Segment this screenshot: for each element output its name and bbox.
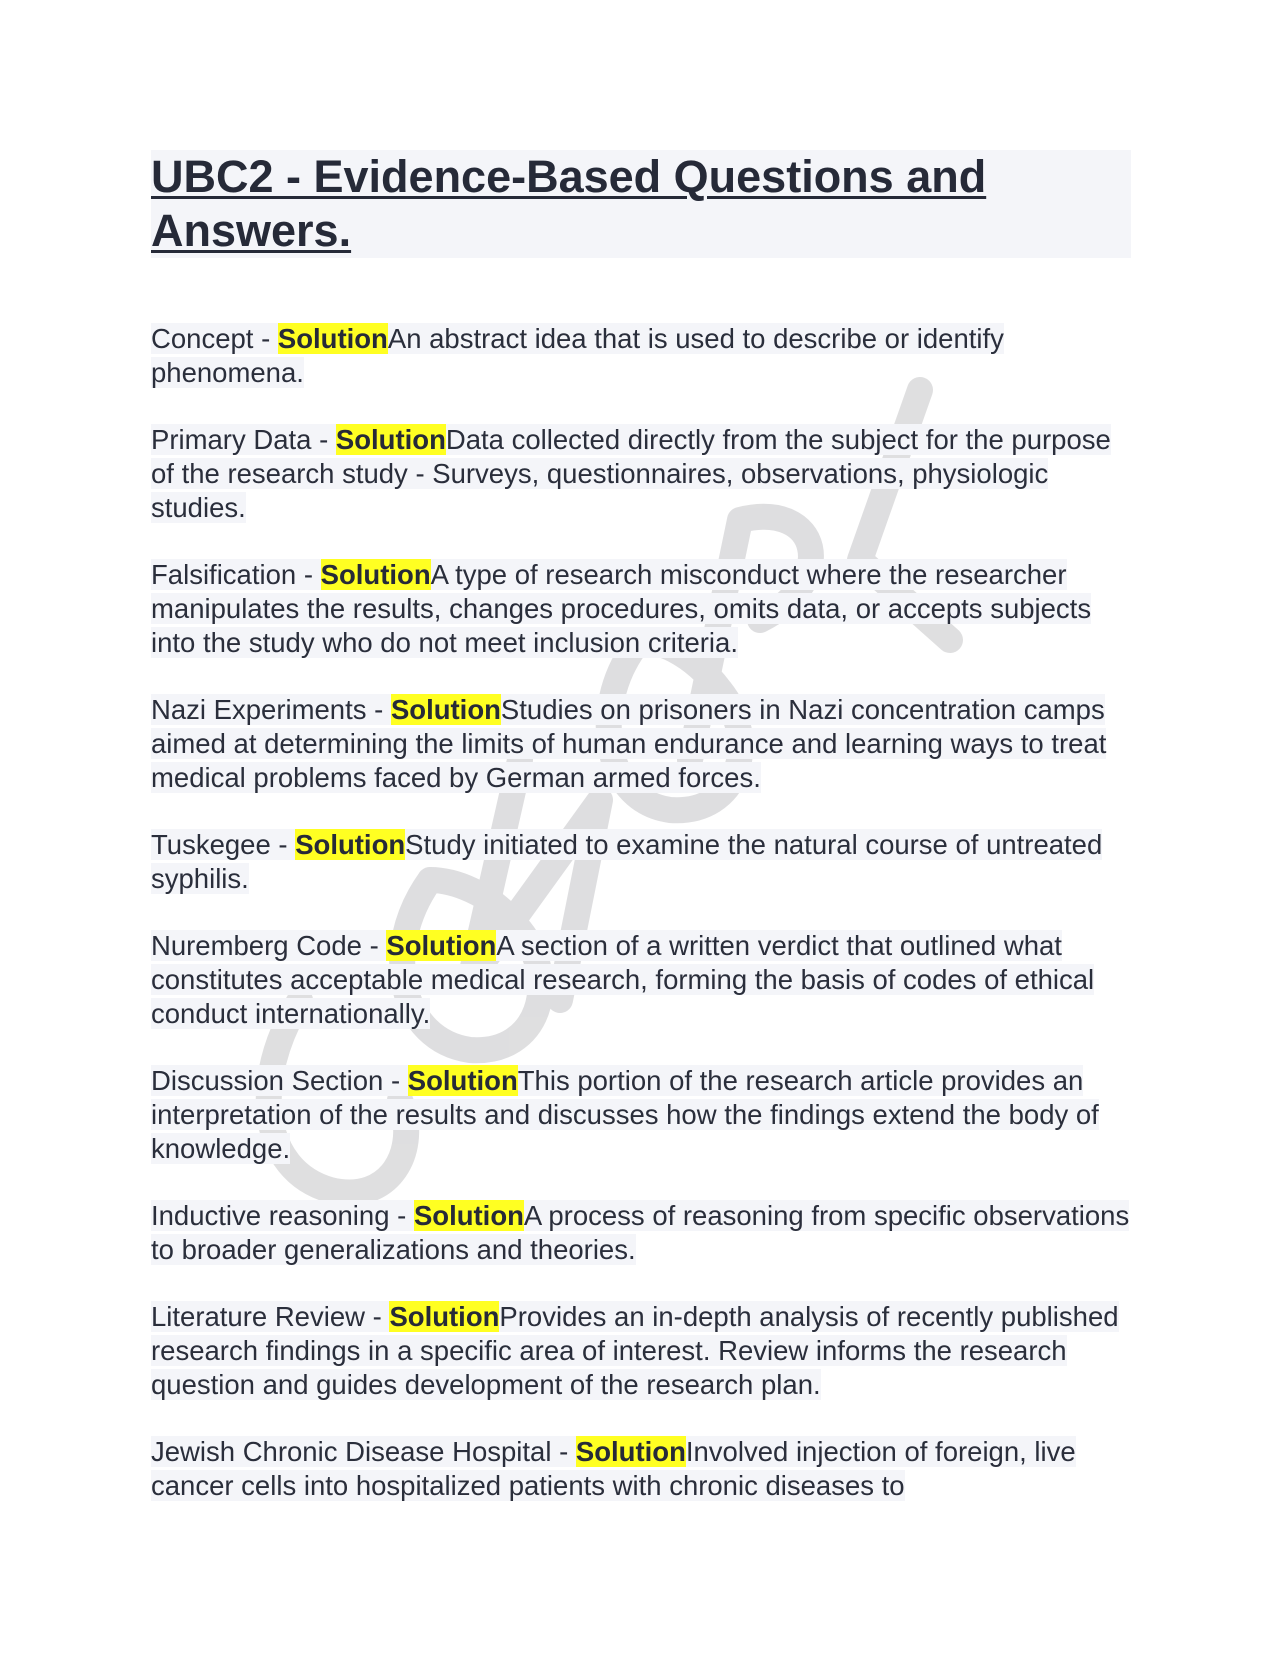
qa-item xyxy=(151,693,1131,795)
document-content xyxy=(151,150,1131,1536)
solution-label: Solution xyxy=(335,424,446,455)
solution-label: Solution xyxy=(575,1436,686,1467)
qa-term: Nuremberg Code - xyxy=(151,930,387,961)
qa-term: Inductive reasoning - xyxy=(151,1200,414,1231)
qa-definition: Involved injection of foreign, live cancer cells into hospitalized patients with chronic diseases to xyxy=(151,1436,1076,1501)
solution-label: Solution xyxy=(407,1065,518,1096)
qa-definition: An abstract idea that is used to describe or identify phenomena. xyxy=(151,323,1004,388)
qa-term: Tuskegee - xyxy=(151,829,296,860)
solution-label: Solution xyxy=(389,1301,500,1332)
qa-item xyxy=(151,322,1131,390)
document-title: UBC2 - Evidence-Based Questions and Answers. xyxy=(151,150,1131,258)
solution-label: Solution xyxy=(277,323,388,354)
solution-label: Solution xyxy=(390,694,501,725)
qa-item xyxy=(151,1300,1131,1402)
qa-definition: Study initiated to examine the natural course of untreated syphilis. xyxy=(151,829,1103,894)
qa-definition: A section of a written verdict that outlined what constitutes acceptable medical research, forming the basis of codes of ethical conduct internationally. xyxy=(151,930,1095,1029)
qa-definition: Provides an in-depth analysis of recently published research findings in a specific area of interest. Review informs the research question and guides development of the research plan. xyxy=(151,1301,1119,1400)
qa-definition: Studies on prisoners in Nazi concentration camps aimed at determining the limits of human endurance and learning ways to treat medical problems faced by German armed forces. xyxy=(151,694,1107,793)
qa-list xyxy=(151,322,1131,1503)
qa-definition: This portion of the research article provides an interpretation of the results and discusses how the findings extend the body of knowledge. xyxy=(151,1065,1099,1164)
solution-label: Solution xyxy=(295,829,406,860)
solution-label: Solution xyxy=(386,930,497,961)
solution-label: Solution xyxy=(320,559,431,590)
qa-term: Concept - xyxy=(151,323,278,354)
qa-item xyxy=(151,828,1131,896)
qa-definition: A process of reasoning from specific observations to broader generalizations and theories. xyxy=(151,1200,1130,1265)
qa-item xyxy=(151,423,1131,525)
qa-term: Literature Review - xyxy=(151,1301,390,1332)
solution-label: Solution xyxy=(413,1200,524,1231)
qa-term: Jewish Chronic Disease Hospital - xyxy=(151,1436,576,1467)
qa-definition: Data collected directly from the subject for the purpose of the research study - Surveys, questionnaires, observations, physiologic studies. xyxy=(151,424,1111,523)
qa-term: Nazi Experiments - xyxy=(151,694,391,725)
qa-item xyxy=(151,929,1131,1031)
qa-term: Discussion Section - xyxy=(151,1065,408,1096)
qa-item xyxy=(151,1064,1131,1166)
qa-term: Primary Data - xyxy=(151,424,336,455)
qa-item xyxy=(151,1199,1131,1267)
qa-term: Falsification - xyxy=(151,559,321,590)
qa-item xyxy=(151,1435,1131,1503)
qa-item xyxy=(151,558,1131,660)
qa-definition: A type of research misconduct where the researcher manipulates the results, changes procedures, omits data, or accepts subjects into the study who do not meet inclusion criteria. xyxy=(151,559,1092,658)
